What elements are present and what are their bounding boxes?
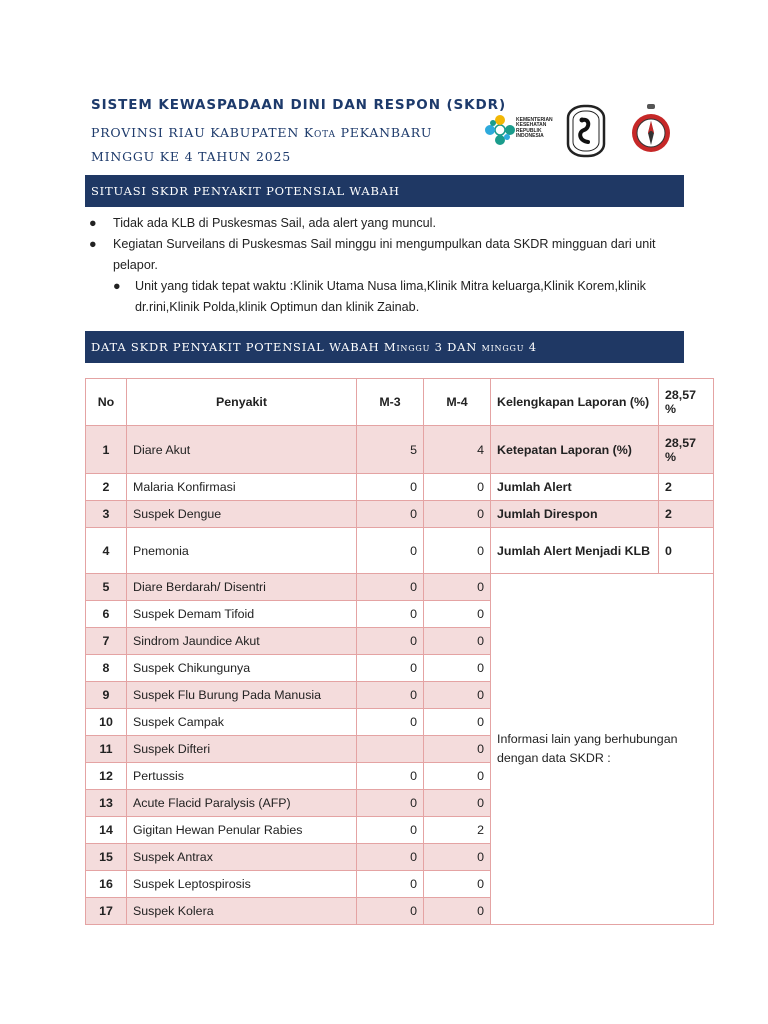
row-penyakit: Gigitan Hewan Penular Rabies xyxy=(127,817,357,844)
row-m3: 0 xyxy=(357,655,424,682)
compass-icon xyxy=(630,103,672,155)
row-penyakit: Suspek Dengue xyxy=(127,501,357,528)
row-penyakit: Suspek Antrax xyxy=(127,844,357,871)
summary-label: Jumlah Alert Menjadi KLB xyxy=(491,528,659,574)
row-m4: 0 xyxy=(424,501,491,528)
row-m3: 0 xyxy=(357,501,424,528)
row-penyakit: Suspek Flu Burung Pada Manusia xyxy=(127,682,357,709)
row-no: 3 xyxy=(86,501,127,528)
section-heading-situasi: SITUASI SKDR PENYAKIT POTENSIAL WABAH xyxy=(85,175,684,207)
row-no: 10 xyxy=(86,709,127,736)
week-line: MINGGU KE 4 TAHUN 2025 xyxy=(91,149,291,164)
row-m4: 0 xyxy=(424,655,491,682)
row-m3: 0 xyxy=(357,898,424,925)
row-no: 11 xyxy=(86,736,127,763)
row-m3: 0 xyxy=(357,682,424,709)
report-title: SISTEM KEWASPADAAN DINI DAN RESPON (SKDR) xyxy=(91,97,507,113)
table-row xyxy=(86,528,714,574)
table-header-row xyxy=(86,379,714,426)
row-m3: 0 xyxy=(357,763,424,790)
row-penyakit: Pnemonia xyxy=(127,528,357,574)
row-no: 15 xyxy=(86,844,127,871)
bullet-dot-icon: ● xyxy=(89,216,97,230)
table-row xyxy=(86,474,714,501)
row-no: 17 xyxy=(86,898,127,925)
surveilans-logo xyxy=(566,104,606,162)
bullet-item xyxy=(85,213,685,234)
row-no: 7 xyxy=(86,628,127,655)
row-penyakit: Suspek Chikungunya xyxy=(127,655,357,682)
row-no: 1 xyxy=(86,426,127,474)
table-row xyxy=(86,574,714,601)
row-m4: 0 xyxy=(424,844,491,871)
row-m3: 0 xyxy=(357,601,424,628)
row-m4: 0 xyxy=(424,709,491,736)
row-no: 4 xyxy=(86,528,127,574)
row-no: 6 xyxy=(86,601,127,628)
row-no: 14 xyxy=(86,817,127,844)
row-penyakit: Malaria Konfirmasi xyxy=(127,474,357,501)
row-penyakit: Suspek Demam Tifoid xyxy=(127,601,357,628)
situasi-bullets xyxy=(85,213,685,318)
row-m4: 0 xyxy=(424,628,491,655)
skdr-data-table xyxy=(85,378,714,925)
row-no: 13 xyxy=(86,790,127,817)
row-m3: 0 xyxy=(357,844,424,871)
row-m4: 0 xyxy=(424,763,491,790)
bullet-dot-icon: ● xyxy=(113,279,121,293)
row-penyakit: Diare Berdarah/ Disentri xyxy=(127,574,357,601)
summary-label: Jumlah Direspon xyxy=(491,501,659,528)
row-penyakit: Acute Flacid Paralysis (AFP) xyxy=(127,790,357,817)
row-penyakit: Diare Akut xyxy=(127,426,357,474)
compass-logo xyxy=(630,103,672,159)
sub-bullet-item xyxy=(85,276,685,318)
row-m4: 0 xyxy=(424,574,491,601)
row-m3: 0 xyxy=(357,709,424,736)
summary-label: Jumlah Alert xyxy=(491,474,659,501)
row-penyakit: Suspek Kolera xyxy=(127,898,357,925)
summary-value: 28,57 % xyxy=(659,426,714,474)
sub-bullet-text: Unit yang tidak tepat waktu :Klinik Utama Nusa lima,Klinik Mitra keluarga,Klinik Korem,klinik dr.rini,Klinik Polda,klinik Optimun dan klinik Zainab. xyxy=(135,279,646,314)
row-m4: 0 xyxy=(424,736,491,763)
summary-label: Ketepatan Laporan (%) xyxy=(491,426,659,474)
surveilans-emblem-icon xyxy=(566,104,606,158)
header-penyakit: Penyakit xyxy=(127,379,357,426)
row-m3: 0 xyxy=(357,871,424,898)
row-m3: 0 xyxy=(357,574,424,601)
table-row xyxy=(86,501,714,528)
row-no: 16 xyxy=(86,871,127,898)
summary-label: Kelengkapan Laporan (%) xyxy=(491,379,659,426)
info-cell: Informasi lain yang berhubungan dengan data SKDR : xyxy=(491,574,714,925)
kemenkes-logo-text: KEMENTERIAN KESEHATAN REPUBLIK INDONESIA xyxy=(516,117,553,140)
kemenkes-emblem-icon xyxy=(484,113,516,147)
header-m3: M-3 xyxy=(357,379,424,426)
summary-value: 2 xyxy=(659,474,714,501)
row-m4: 0 xyxy=(424,682,491,709)
summary-value: 2 xyxy=(659,501,714,528)
header-m4: M-4 xyxy=(424,379,491,426)
row-m4: 2 xyxy=(424,817,491,844)
row-m3: 0 xyxy=(357,817,424,844)
row-m4: 0 xyxy=(424,601,491,628)
row-no: 8 xyxy=(86,655,127,682)
section-heading-data: DATA SKDR PENYAKIT POTENSIAL WABAH Minggu 3 DAN minggu 4 xyxy=(85,331,684,363)
row-m3 xyxy=(357,736,424,763)
row-m3: 0 xyxy=(357,790,424,817)
bullet-text: Kegiatan Surveilans di Puskesmas Sail minggu ini mengumpulkan data SKDR mingguan dari unit pelapor. xyxy=(113,237,656,272)
province-line: PROVINSI RIAU KABUPATEN Kota PEKANBARU xyxy=(91,125,433,140)
summary-value: 0 xyxy=(659,528,714,574)
bullet-dot-icon: ● xyxy=(89,237,97,251)
row-penyakit: Sindrom Jaundice Akut xyxy=(127,628,357,655)
row-m3: 5 xyxy=(357,426,424,474)
row-penyakit: Suspek Difteri xyxy=(127,736,357,763)
row-m3: 0 xyxy=(357,628,424,655)
row-penyakit: Suspek Campak xyxy=(127,709,357,736)
row-m4: 0 xyxy=(424,790,491,817)
row-m4: 0 xyxy=(424,898,491,925)
row-m4: 4 xyxy=(424,426,491,474)
row-no: 2 xyxy=(86,474,127,501)
header-no: No xyxy=(86,379,127,426)
row-m3: 0 xyxy=(357,474,424,501)
kemenkes-logo xyxy=(484,113,552,149)
bullet-item xyxy=(85,234,685,276)
table-row xyxy=(86,426,714,474)
row-no: 12 xyxy=(86,763,127,790)
row-penyakit: Pertussis xyxy=(127,763,357,790)
row-no: 5 xyxy=(86,574,127,601)
row-no: 9 xyxy=(86,682,127,709)
summary-value: 28,57 % xyxy=(659,379,714,426)
row-m4: 0 xyxy=(424,528,491,574)
row-penyakit: Suspek Leptospirosis xyxy=(127,871,357,898)
row-m4: 0 xyxy=(424,871,491,898)
bullet-text: Tidak ada KLB di Puskesmas Sail, ada alert yang muncul. xyxy=(113,216,436,230)
row-m3: 0 xyxy=(357,528,424,574)
row-m4: 0 xyxy=(424,474,491,501)
